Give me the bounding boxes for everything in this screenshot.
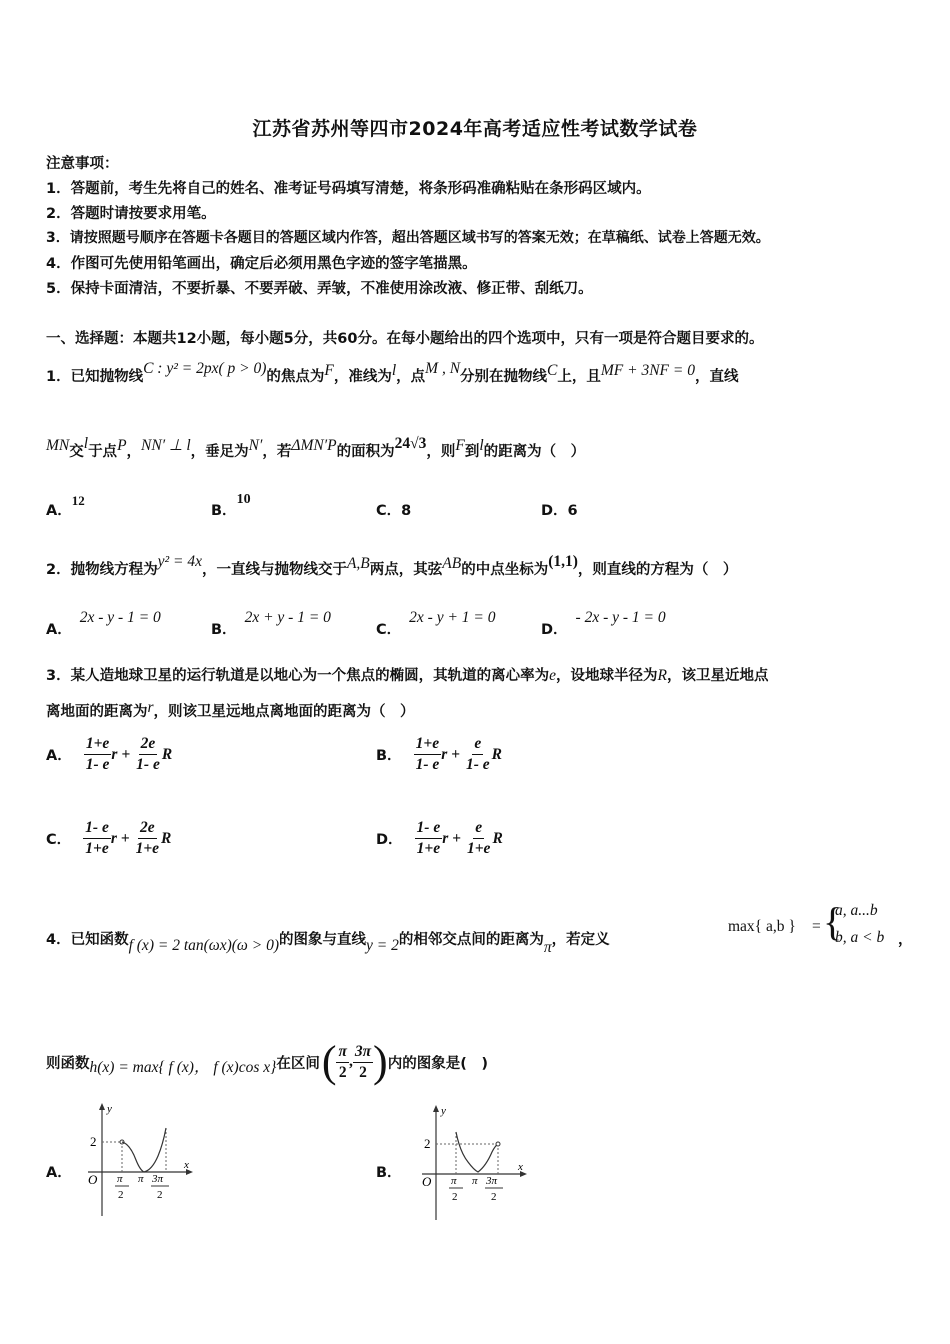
- option-value: - 2x - y - 1 = 0: [575, 609, 666, 626]
- q1-text: 上，且: [557, 369, 601, 385]
- q3-option-a[interactable]: [46, 734, 172, 775]
- paren-right: ): [373, 1037, 388, 1086]
- q1-text: 1．已知抛物线: [46, 369, 144, 385]
- q1-line2: [46, 435, 586, 461]
- q1-math: MF + 3NF = 0: [600, 362, 695, 379]
- q4-option-a-graph[interactable]: [80, 1100, 200, 1220]
- q1-text: ，点: [396, 369, 426, 385]
- section-heading: 一、选择题：本题共12小题，每小题5分，共60分。在每小题给出的四个选项中，只有一项是符合题目要求的。: [46, 331, 764, 347]
- q1-text: ，直线: [694, 369, 739, 385]
- q1-option-b[interactable]: [211, 492, 251, 520]
- y-axis-arrow: [433, 1105, 439, 1112]
- q2-text: 两点，其弦: [369, 562, 443, 578]
- q2-option-b[interactable]: [211, 609, 331, 639]
- term: R: [492, 829, 503, 847]
- q1-math: l: [83, 435, 89, 452]
- q2-math: AB: [442, 555, 462, 572]
- fraction: $\frac{2e}{1- e}$: [136, 735, 160, 773]
- q2-math: (1,1): [548, 553, 578, 570]
- x-tick-label: π: [451, 1175, 457, 1187]
- fraction: $\frac{e}{1- e}$: [465, 735, 490, 773]
- q1-math: 24√3: [394, 435, 427, 452]
- q1-math: F: [455, 437, 465, 454]
- q3-math: e: [549, 667, 556, 684]
- q4-text: 4．已知函数: [46, 932, 129, 948]
- option-value: 10: [236, 492, 251, 507]
- function-curve: [456, 1132, 498, 1172]
- x-tick-label: π: [138, 1173, 144, 1185]
- q4-math: h(x) = max{ f (x)， f (x)cos x}: [89, 1059, 277, 1076]
- notice-item: 1．答题前，考生先将自己的姓名、准考证号码填写清楚，将条形码准确粘贴在条形码区域内。: [46, 181, 651, 197]
- q4-text: ，若定义: [551, 932, 610, 948]
- x-tick-label: 2: [491, 1191, 497, 1203]
- q3-text: 3．某人造地球卫星的运行轨道是以地心为一个焦点的椭圆，其轨道的离心率为: [46, 668, 550, 684]
- q1-text: ，: [126, 444, 142, 460]
- q3-option-d[interactable]: [376, 818, 503, 859]
- fraction: $\frac{1+e}{1- e}$: [85, 735, 110, 773]
- fraction: $\frac{1- e}{1+e}$: [416, 819, 441, 857]
- option-label: D．: [376, 832, 403, 848]
- q1-math: C: [547, 362, 558, 379]
- q3-text: ，则该卫星远地点离地面的距离为（ ）: [153, 704, 415, 720]
- notice-heading: 注意事项：: [46, 156, 119, 172]
- q1-text: 的距离为（ ）: [483, 444, 586, 460]
- term: R: [161, 829, 172, 847]
- fraction: $\frac{\pi}{2}$: [338, 1042, 347, 1081]
- q4-text: 在区间: [276, 1055, 320, 1072]
- piecewise-case2: b, a < b: [835, 929, 885, 946]
- notice-item: 3．请按照题号顺序在答题卡各题目的答题区域内作答，超出答题区域书写的答案无效；在草稿纸、试卷上答题无效。: [46, 230, 770, 246]
- q1-text: 的面积为: [336, 444, 395, 460]
- q1-math: C : y² = 2px( p > 0): [143, 360, 267, 377]
- q3-option-c[interactable]: [46, 818, 171, 859]
- piecewise-case1: a, a...b: [835, 902, 878, 919]
- q4-math: =: [812, 918, 821, 935]
- term: R: [491, 745, 502, 763]
- x-tick-label: π: [472, 1175, 478, 1187]
- q4-math: y = 2: [366, 937, 399, 954]
- q2-text: 的中点坐标为: [461, 562, 549, 578]
- option-label: D．: [541, 622, 568, 638]
- fraction: $\frac{1- e}{1+e}$: [85, 819, 109, 857]
- q1-text: 到: [464, 444, 480, 460]
- term: r +: [110, 829, 130, 847]
- q2-math: A,B: [346, 555, 370, 572]
- x-tick-label: 3π: [486, 1175, 498, 1187]
- q2-option-c[interactable]: [376, 609, 496, 639]
- q1-math: NN′ ⊥ l: [141, 437, 191, 454]
- q4-line1-part1: [46, 928, 610, 956]
- comma: ,: [348, 1053, 353, 1070]
- option-value: 2x - y - 1 = 0: [79, 609, 161, 626]
- y-axis-label: y: [107, 1103, 112, 1115]
- q1-text: ，若: [262, 444, 292, 460]
- q4-math: f (x) = 2 tan(ωx)(ω > 0): [128, 937, 279, 954]
- q2-option-a[interactable]: [46, 609, 161, 639]
- option-value: 12: [71, 493, 85, 508]
- x-tick-label: 2: [118, 1189, 124, 1201]
- term: r +: [442, 829, 461, 847]
- q2-math: y² = 4x: [157, 553, 202, 570]
- piecewise-brace: {: [823, 899, 843, 944]
- y-axis-arrow: [99, 1103, 105, 1110]
- q1-math: M , N: [425, 360, 461, 377]
- paren-left: (: [321, 1037, 337, 1086]
- q3-option-b[interactable]: [376, 734, 502, 775]
- y-tick-label: 2: [424, 1136, 431, 1151]
- q1-text: 的焦点为: [266, 369, 325, 385]
- q1-text: ，垂足为: [190, 444, 249, 460]
- q4-option-b-label[interactable]: B．: [376, 1165, 402, 1181]
- open-endpoint: [496, 1142, 500, 1146]
- option-label: C．: [376, 622, 402, 638]
- x-axis-label: x: [184, 1159, 189, 1171]
- q4-text: ，: [898, 932, 913, 948]
- x-tick-label: 3π: [152, 1173, 164, 1185]
- q1-option-c[interactable]: C．8: [376, 503, 412, 519]
- x-axis-label: x: [518, 1161, 523, 1173]
- fraction: $\frac{2e}{1+e}$: [135, 819, 160, 857]
- q4-option-a-label[interactable]: A．: [46, 1165, 72, 1181]
- q3-math: R: [657, 667, 667, 684]
- notice-item: 5．保持卡面清洁，不要折暴、不要弄破、弄皱，不准使用涂改液、修正带、刮纸刀。: [46, 281, 593, 297]
- option-label: C．: [46, 832, 72, 848]
- option-label: A．: [46, 748, 72, 764]
- q1-math: N′: [248, 437, 263, 454]
- option-label: B．: [211, 503, 237, 519]
- q1-text: 交: [69, 444, 84, 460]
- option-label: A．: [46, 622, 72, 638]
- fraction: $\frac{e}{1+e}$: [466, 819, 491, 857]
- q1-text: 分别在抛物线: [460, 369, 548, 385]
- notice-item: 4．作图可先使用铅笔画出，确定后必须用黑色字迹的签字笔描黑。: [46, 256, 477, 272]
- q3-text: ，设地球半径为: [555, 668, 658, 684]
- x-tick-label: 2: [157, 1189, 163, 1201]
- q1-option-a[interactable]: [46, 493, 85, 520]
- q1-option-d[interactable]: D．6: [541, 503, 578, 519]
- function-curve: [122, 1128, 166, 1172]
- q1-text: 于点: [88, 444, 118, 460]
- q2-stem: [46, 553, 738, 579]
- term: r +: [441, 745, 460, 763]
- q1-text: ，则: [426, 444, 456, 460]
- q3-text: ，该卫星近地点: [666, 668, 769, 684]
- option-value: 2x - y + 1 = 0: [409, 609, 496, 626]
- option-value: 2x + y - 1 = 0: [244, 609, 331, 626]
- q1-line1: [46, 360, 739, 386]
- fraction: $\frac{1+e}{1- e}$: [415, 735, 440, 773]
- q4-text: 则函数: [46, 1055, 90, 1072]
- q2-option-d[interactable]: [541, 609, 666, 639]
- q2-text: ，则直线的方程为（ ）: [577, 562, 738, 578]
- y-axis-label: y: [441, 1105, 446, 1117]
- q1-math: l: [479, 437, 484, 454]
- x-tick-label: 2: [452, 1191, 458, 1203]
- q1-text: ，准线为: [333, 369, 392, 385]
- q2-text: 2．抛物线方程为: [46, 562, 158, 578]
- y-tick-label: 2: [90, 1134, 97, 1149]
- q4-math: π: [543, 939, 552, 956]
- q3-stem-line2: [46, 700, 415, 721]
- q4-max-def: [728, 916, 796, 936]
- fraction: $\frac{3\pi}{2}$: [354, 1042, 372, 1081]
- q2-text: ，一直线与抛物线交于: [201, 562, 347, 578]
- q4-text: 的图象与直线: [279, 932, 366, 948]
- q3-math: r: [147, 699, 154, 716]
- q3-stem-line1: [46, 664, 768, 685]
- q3-text: 离地面的距离为: [46, 704, 148, 720]
- origin-label: O: [88, 1172, 98, 1187]
- q4-eq: [812, 916, 821, 936]
- origin-label: O: [422, 1174, 432, 1189]
- q1-math: P: [117, 437, 127, 454]
- q4-option-b-graph[interactable]: [414, 1102, 534, 1224]
- q4-line2: [46, 1037, 488, 1086]
- q4-math: max{ a,b }: [728, 918, 796, 935]
- option-label: B．: [376, 748, 402, 764]
- q4-text: 内的图象是( ): [387, 1055, 488, 1072]
- notice-item: 2．答题时请按要求用笔。: [46, 206, 216, 222]
- q1-math: l: [391, 362, 397, 379]
- q1-math: MN: [46, 437, 70, 454]
- option-label: B．: [211, 622, 237, 638]
- q1-math: ΔMN′P: [291, 437, 337, 454]
- page-title: 江苏省苏州等四市2024年高考适应性考试数学试卷: [252, 118, 698, 140]
- term: r +: [111, 745, 131, 763]
- q4-text: 的相邻交点间的距离为: [398, 932, 544, 948]
- q1-math: F: [324, 362, 334, 379]
- option-label: A．: [46, 503, 72, 519]
- term: R: [161, 745, 173, 763]
- x-tick-label: π: [117, 1173, 123, 1185]
